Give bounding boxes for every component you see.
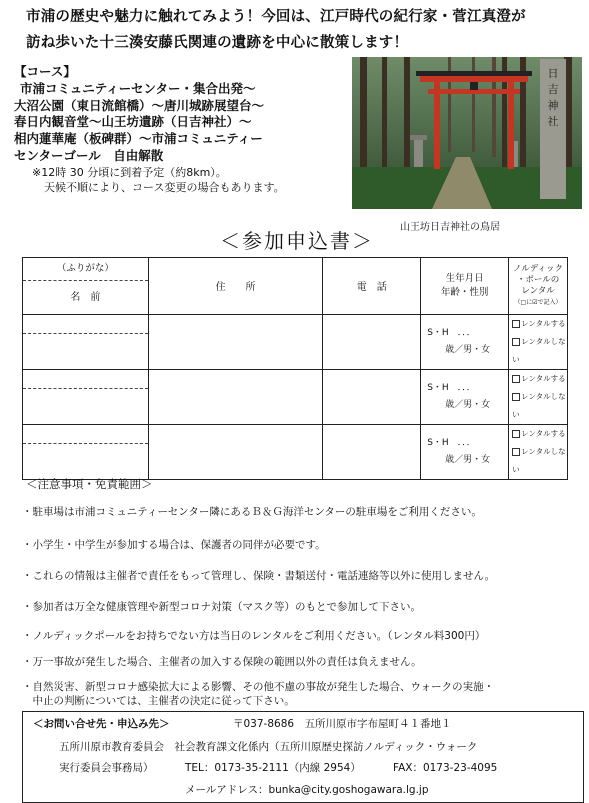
contact-fax: FAX：0173-23-4095 xyxy=(393,762,498,774)
age-gender-field: 歳／男・女 xyxy=(445,455,491,465)
course-heading: 【コース】 xyxy=(14,64,76,79)
form-row xyxy=(23,425,568,480)
form-title: ＜参加申込書＞ xyxy=(220,229,374,253)
header-dob xyxy=(421,258,509,315)
course-section xyxy=(14,64,354,195)
header-rental-line3: レンタル xyxy=(521,286,555,296)
rental-cell xyxy=(509,370,568,425)
notice-item: ・これらの情報は主催者で責任をもって管理し、保険・書類送付・電話連絡等以外に使用しません。 xyxy=(22,570,496,582)
checkbox-icon[interactable] xyxy=(512,430,520,438)
header-rental-note: （□に☑で記入） xyxy=(514,299,562,306)
checkbox-icon[interactable] xyxy=(512,448,520,456)
rental-yes-option[interactable] xyxy=(512,315,567,333)
era-field: S・H ．．． xyxy=(427,438,476,448)
contact-tel: TEL：0173-35-2111（内線 2954） xyxy=(185,762,361,774)
address-cell[interactable] xyxy=(148,425,323,480)
rental-yes-option[interactable] xyxy=(512,425,567,443)
course-line: 市浦コミュニティーセンター・集合出発～ xyxy=(20,80,256,96)
course-line: センターゴール 自由解散 xyxy=(14,147,164,163)
pillar-char: 日 xyxy=(547,67,559,80)
checkbox-icon[interactable] xyxy=(512,320,520,328)
header-address: 住 所 xyxy=(148,258,323,315)
name-cell[interactable] xyxy=(23,370,149,425)
contact-address: 〒037-8686 五所川原市字布屋町４１番地１ xyxy=(233,718,452,730)
notice-item: ・参加者は万全な健康管理や新型コロナ対策（マスク等）のもとで参加して下さい。 xyxy=(22,601,421,613)
pillar-char: 吉 xyxy=(547,83,559,96)
notice-item: ・自然災害、新型コロナ感染拡大による影響、その他不慮の事故が発生した場合、ウォークの実施・ xyxy=(22,681,495,693)
course-line: 大沼公園（東日流館橋）～唐川城跡展望台～ xyxy=(14,97,265,113)
rental-no-label: レンタルしない xyxy=(512,447,566,474)
rental-yes-option[interactable] xyxy=(512,370,567,388)
rental-cell xyxy=(509,425,568,480)
contact-title: ＜お問い合せ先・申込み先＞ xyxy=(33,718,170,730)
dob-cell[interactable] xyxy=(421,425,509,480)
header-rental xyxy=(509,258,568,315)
address-cell[interactable] xyxy=(148,370,323,425)
rental-yes-label: レンタルする xyxy=(521,374,566,383)
dob-cell[interactable] xyxy=(421,315,509,370)
header-name xyxy=(23,258,149,315)
form-row xyxy=(23,370,568,425)
header-dob-line1: 生年月日 xyxy=(445,273,484,284)
header-phone: 電 話 xyxy=(323,258,421,315)
phone-cell[interactable] xyxy=(323,370,421,425)
checkbox-icon[interactable] xyxy=(512,393,520,401)
rental-yes-label: レンタルする xyxy=(521,319,566,328)
header-rental-line2: ・ポールの xyxy=(516,275,560,285)
contact-org-line1: 五所川原市教育委員会 社会教育課文化係内（五所川原歴史探訪ノルディック・ウォーク xyxy=(59,741,478,753)
headline-line-1: 市浦の歴史や魅力に触れてみよう！今回は、江戸時代の紀行家・菅江真澄が xyxy=(26,9,526,25)
age-gender-field: 歳／男・女 xyxy=(445,345,491,355)
header-rental-line1: ノルディック xyxy=(513,264,564,274)
torii-photo xyxy=(352,57,582,209)
header-dob-line2: 年齢・性別 xyxy=(440,287,489,298)
contact-box xyxy=(22,711,584,803)
phone-cell[interactable] xyxy=(323,425,421,480)
age-gender-field: 歳／男・女 xyxy=(445,400,491,410)
checkbox-icon[interactable] xyxy=(512,338,520,346)
notices-title: ＜注意事項・免責範囲＞ xyxy=(26,477,153,491)
notice-item: 中止の判断については、主催者の決定に従って下さい。 xyxy=(22,695,295,707)
era-field: S・H ．．． xyxy=(427,328,476,338)
rental-no-option[interactable] xyxy=(512,388,567,424)
phone-cell[interactable] xyxy=(323,315,421,370)
notice-item: ・ノルディックポールをお持ちでない方は当日のレンタルをご利用ください。（レンタル料300円） xyxy=(22,630,486,642)
notice-item: ・駐車場は市浦コミュニティーセンター隣にあるＢ＆Ｇ海洋センターの駐車場をご利用ください。 xyxy=(22,506,482,518)
rental-cell xyxy=(509,315,568,370)
name-cell[interactable] xyxy=(23,315,149,370)
photo-caption: 山王坊日吉神社の鳥居 xyxy=(400,222,500,233)
rental-no-label: レンタルしない xyxy=(512,337,566,364)
form-row xyxy=(23,315,568,370)
rental-no-label: レンタルしない xyxy=(512,392,566,419)
application-form xyxy=(22,257,568,480)
notice-item: ・万一事故が発生した場合、主催者の加入する保険の範囲以外の責任は負えません。 xyxy=(22,656,422,668)
course-line: 相内蓮華庵（板碑群）～市浦コミュニティー xyxy=(14,131,263,147)
dob-cell[interactable] xyxy=(421,370,509,425)
headline xyxy=(26,4,586,56)
era-field: S・H ．．． xyxy=(427,383,476,393)
pillar-char: 社 xyxy=(547,115,559,128)
contact-email[interactable]: メールアドレス：bunka@city.goshogawara.lg.jp xyxy=(185,784,429,796)
course-line: 春日内観音堂～山王坊遺跡（日吉神社）～ xyxy=(14,114,252,130)
checkbox-icon[interactable] xyxy=(512,375,520,383)
contact-org-line2: 実行委員会事務局） xyxy=(59,762,154,774)
course-note-weather: 天候不順により、コース変更の場合もあります。 xyxy=(44,180,285,194)
address-cell[interactable] xyxy=(148,315,323,370)
header-name-label: 名 前 xyxy=(70,292,101,303)
headline-line-2: 訪ね歩いた十三湊安藤氏関連の遺跡を中心に散策します！ xyxy=(26,35,409,51)
rental-no-option[interactable] xyxy=(512,443,567,479)
notice-item: ・小学生・中学生が参加する場合は、保護者の同伴が必要です。 xyxy=(22,539,326,551)
course-note-arrival: ※12時 30 分頃に到着予定（約8km）。 xyxy=(32,165,227,179)
rental-no-option[interactable] xyxy=(512,333,567,369)
rental-yes-label: レンタルする xyxy=(521,429,566,438)
name-cell[interactable] xyxy=(23,425,149,480)
pillar-char: 神 xyxy=(547,99,559,112)
header-furigana: （ふりがな） xyxy=(23,258,148,281)
